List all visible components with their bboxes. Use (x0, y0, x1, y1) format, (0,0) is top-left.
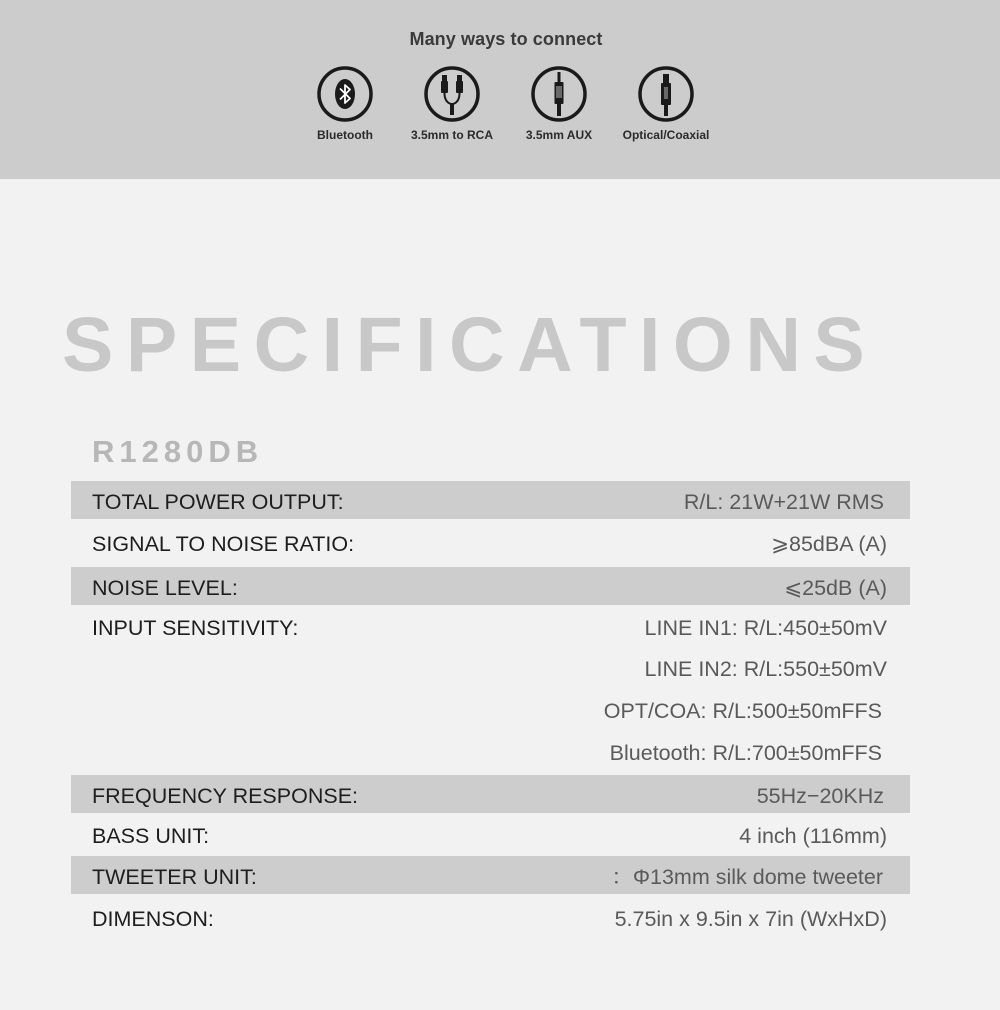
connect-label: 3.5mm to RCA (410, 128, 493, 142)
spec-value: R/L: 21W+21W RMS (683, 490, 884, 514)
spec-value: LINE IN2: R/L:550±50mV (644, 657, 887, 681)
spec-value: 5.75in x 9.5in x 7in (WxHxD) (614, 907, 887, 931)
spec-label: TOTAL POWER OUTPUT: (92, 490, 344, 514)
bluetooth-icon (285, 66, 405, 122)
rca-cable-icon (392, 66, 512, 122)
connect-title: Many ways to connect (409, 29, 603, 49)
spec-row-input-sensitivity-3 (71, 690, 910, 728)
spec-label: SIGNAL TO NOISE RATIO: (92, 532, 355, 556)
spec-value: 4 inch (116mm) (739, 824, 887, 848)
optical-cable-icon (606, 66, 726, 122)
spec-label: NOISE LEVEL: (92, 576, 238, 600)
spec-value: ⩽25dB (A) (784, 576, 887, 600)
connect-item-aux (499, 66, 619, 142)
spec-row-tweeter-unit (71, 856, 910, 894)
spec-label: DIMENSON: (92, 907, 214, 931)
connect-label: 3.5mm AUX (525, 128, 593, 142)
spec-value: Bluetooth: R/L:700±50mFFS (609, 741, 882, 765)
spec-row-dimension (71, 898, 910, 936)
aux-cable-icon (499, 66, 619, 122)
spec-label: BASS UNIT: (92, 824, 210, 848)
spec-row-input-sensitivity (71, 607, 910, 645)
connect-item-bluetooth (285, 66, 405, 142)
spec-label: INPUT SENSITIVITY: (92, 616, 299, 640)
spec-value: LINE IN1: R/L:450±50mV (644, 616, 887, 640)
spec-value: ⩾85dBA (A) (770, 532, 887, 556)
connect-label: Bluetooth (317, 128, 373, 142)
spec-value: OPT/COA: R/L:500±50mFFS (603, 699, 882, 723)
spec-row-frequency-response (71, 775, 910, 813)
spec-value: 55Hz−20KHz (756, 784, 884, 808)
spec-row-input-sensitivity-4 (71, 732, 910, 770)
specifications-heading: SPECIFICATIONS (62, 302, 878, 388)
connect-item-rca (392, 66, 512, 142)
spec-label: TWEETER UNIT: (92, 865, 257, 889)
spec-row-bass-unit (71, 815, 910, 853)
connect-item-optical (606, 66, 726, 142)
spec-row-input-sensitivity-2 (71, 648, 910, 686)
spec-row-snr (71, 523, 910, 561)
spec-row-total-power (71, 481, 910, 519)
spec-row-noise-level (71, 567, 910, 605)
spec-value: ：Φ13mm silk dome tweeter (611, 865, 883, 889)
spec-label: FREQUENCY RESPONSE: (92, 784, 359, 808)
model-name: R1280DB (92, 434, 264, 469)
connect-label: Optical/Coaxial (622, 128, 710, 142)
